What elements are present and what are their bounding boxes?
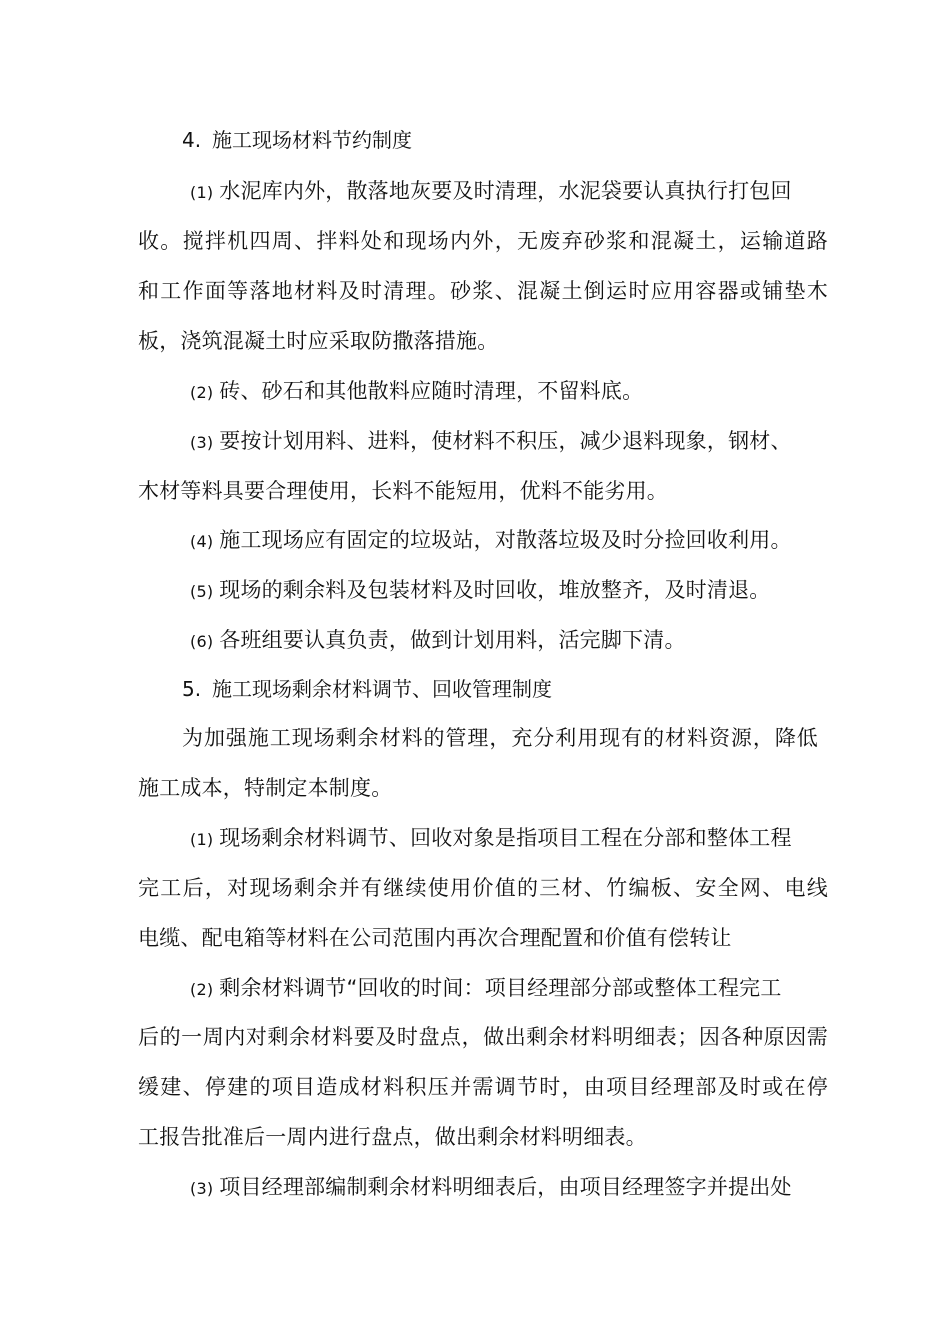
- item-5-2-line-2: 后的一周内对剩余材料要及时盘点，做出剩余材料明细表；因各种原因需: [138, 1025, 828, 1049]
- item-4-4-number: (4): [190, 532, 214, 551]
- item-4-5-number: (5): [190, 582, 214, 601]
- item-5-2-line-4: 工报告批准后一周内进行盘点，做出剩余材料明细表。: [138, 1125, 647, 1149]
- item-5-1-line-3: 电缆、配电箱等材料在公司范围内再次合理配置和价值有偿转让: [138, 926, 732, 950]
- item-4-1-line-2: 收。搅拌机四周、拌料处和现场内外，无废弃砂浆和混凝土，运输道路: [138, 229, 828, 253]
- section-5-heading: [182, 674, 552, 704]
- item-4-1-number: (1): [190, 183, 214, 202]
- item-4-1-line-3: 和工作面等落地材料及时清理。砂浆、混凝土倒运时应用容器或铺垫木: [138, 279, 828, 303]
- item-4-3-line-2: 木材等料具要合理使用，长料不能短用，优料不能劣用。: [138, 479, 668, 503]
- section-4-title: 施工现场材料节约制度: [212, 128, 412, 152]
- item-4-1-line-4: 板，浇筑混凝土时应采取防撒落措施。: [138, 329, 499, 353]
- item-5-1-line-1: (1) 现场剩余材料调节、回收对象是指项目工程在分部和整体工程: [190, 823, 820, 855]
- item-5-1-line-2: 完工后，对现场剩余并有继续使用价值的三材、竹编板、安全网、电线: [138, 876, 828, 900]
- item-4-3-number: (3): [190, 433, 214, 452]
- item-4-1-line-1: (1) 水泥库内外，散落地灰要及时清理，水泥袋要认真执行打包回: [190, 176, 820, 208]
- section-5-title: 施工现场剩余材料调节、回收管理制度: [212, 677, 552, 701]
- item-4-3-line-1: (3) 要按计划用料、进料，使材料不积压，减少退料现象，钢材、: [190, 426, 820, 458]
- item-5-2-line-3: 缓建、停建的项目造成材料积压并需调节时，由项目经理部及时或在停: [138, 1075, 828, 1099]
- item-5-3-line-1: (3) 项目经理部编制剩余材料明细表后，由项目经理签字并提出处: [190, 1172, 820, 1204]
- intro-5-line-1: 为加强施工现场剩余材料的管理，充分利用现有的材料资源，降低: [182, 726, 818, 750]
- item-4-6-number: (6): [190, 632, 214, 651]
- item-4-6: (6) 各班组要认真负责，做到计划用料，活完脚下清。: [190, 625, 880, 657]
- item-5-3-number: (3): [190, 1179, 214, 1198]
- item-4-2: (2) 砖、砂石和其他散料应随时清理，不留料底。: [190, 376, 880, 408]
- item-4-2-number: (2): [190, 383, 214, 402]
- item-5-2-number: (2): [190, 980, 214, 999]
- item-4-5: (5) 现场的剩余料及包装材料及时回收，堆放整齐，及时清退。: [190, 575, 880, 607]
- intro-5-line-2: 施工成本，特制定本制度。: [138, 776, 393, 800]
- item-5-2-line-1: (2) 剩余材料调节“回收的时间：项目经理部分部或整体工程完工: [190, 973, 820, 1005]
- item-5-1-number: (1): [190, 830, 214, 849]
- item-4-4: (4) 施工现场应有固定的垃圾站，对散落垃圾及时分捡回收利用。: [190, 525, 880, 557]
- section-4-heading: [182, 125, 412, 155]
- section-5-number: 5.: [182, 677, 202, 701]
- section-4-number: 4.: [182, 128, 202, 152]
